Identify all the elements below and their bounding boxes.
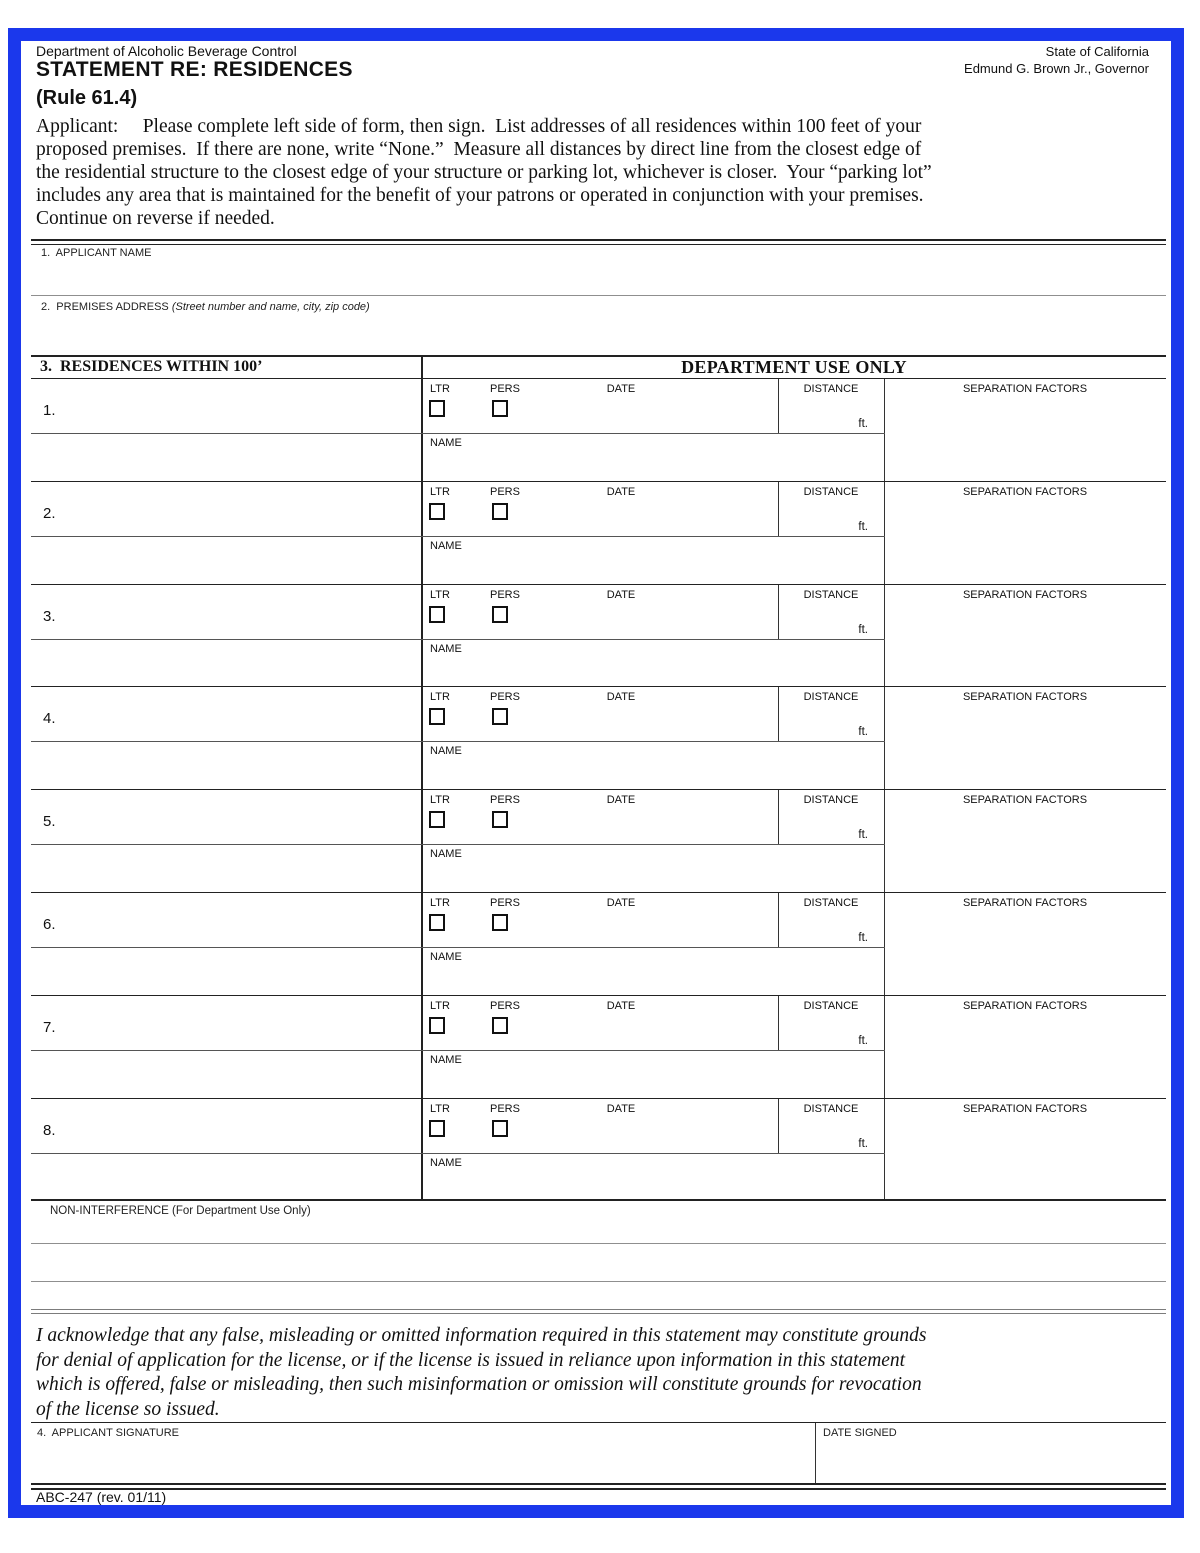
name-row-label: NAME [430,642,462,655]
name-row-line [31,536,885,537]
ltr-column-label: LTR [430,588,450,601]
feet-unit-label: ft. [858,520,868,533]
non-interference-writing-line[interactable] [31,1243,1166,1244]
main-column-divider [421,482,423,584]
name-row-label: NAME [430,950,462,963]
separation-factors-column-label: SEPARATION FACTORS [962,999,1088,1012]
non-interference-writing-line[interactable] [31,1281,1166,1282]
signature-end-rule [31,1483,1166,1490]
date-column-label: DATE [606,691,636,704]
separation-factors-field[interactable] [886,1113,1164,1199]
name-field[interactable] [461,1155,881,1199]
ltr-checkbox[interactable] [429,914,445,931]
separation-factors-field[interactable] [886,393,1164,479]
date-column-label: DATE [606,588,636,601]
instruction-line: includes any area that is maintained for the benefit of your patrons or operated in conjunction with your premises. [36,185,924,206]
main-column-divider [421,790,423,892]
distance-field[interactable] [779,701,869,739]
distance-field[interactable] [779,393,869,431]
row-number: 7. [43,1018,56,1036]
residence-row [31,790,1166,893]
row-number: 8. [43,1121,56,1139]
distance-column-label: DISTANCE [803,383,859,395]
date-column-label: DATE [606,1102,636,1115]
residence-address-field[interactable] [31,790,421,892]
pers-checkbox[interactable] [492,708,508,725]
ltr-column-label: LTR [430,485,450,498]
date-column-label: DATE [606,383,636,395]
name-row-line [31,639,885,640]
date-field[interactable] [571,496,776,536]
applicant-instructions [36,115,932,230]
distance-separation-divider [884,790,885,892]
row-number: 6. [43,915,56,933]
ltr-checkbox[interactable] [429,811,445,828]
department-name: Department of Alcoholic Beverage Control [36,43,297,59]
main-column-divider [421,379,423,481]
distance-column-label: DISTANCE [803,588,859,601]
residences-table-header [31,357,1166,379]
residence-address-field[interactable] [31,893,421,995]
residence-row [31,1099,1166,1202]
ltr-column-label: LTR [430,794,450,807]
governor-name: Edmund G. Brown Jr., Governor [964,61,1149,76]
row-number: 5. [43,813,56,831]
pers-column-label: PERS [490,588,520,601]
date-field[interactable] [571,393,776,433]
residence-row [31,996,1166,1099]
residence-address-field[interactable] [31,379,421,481]
ltr-column-label: LTR [430,999,450,1012]
applicant-name-label: 1. APPLICANT NAME [41,247,152,259]
date-field[interactable] [571,1010,776,1050]
ltr-column-label: LTR [430,896,450,909]
residence-address-field[interactable] [31,1099,421,1200]
name-row-label: NAME [430,1053,462,1066]
ltr-column-label: LTR [430,1102,450,1115]
feet-unit-label: ft. [858,623,868,636]
date-signed-label: DATE SIGNED [823,1427,897,1439]
residence-address-field[interactable] [31,687,421,789]
name-row-line [31,1050,885,1051]
separation-factors-field[interactable] [886,496,1164,582]
applicant-signature-label: 4. APPLICANT SIGNATURE [37,1427,180,1439]
feet-unit-label: ft. [858,931,868,944]
main-column-divider [421,996,423,1098]
distance-field[interactable] [779,496,869,534]
date-field[interactable] [571,1113,776,1153]
date-field[interactable] [571,804,776,844]
distance-column-label: DISTANCE [803,1102,859,1115]
residence-row [31,379,1166,482]
non-interference-end-rule [31,1309,1166,1314]
name-field[interactable] [461,641,881,685]
distance-column-label: DISTANCE [803,691,859,704]
name-row-label: NAME [430,539,462,552]
name-row-label: NAME [430,437,462,449]
date-field[interactable] [571,599,776,639]
main-column-divider [421,687,423,789]
separation-factors-field[interactable] [886,1010,1164,1096]
distance-separation-divider [884,1099,885,1200]
pers-checkbox[interactable] [492,606,508,623]
acknowledgment-statement [36,1324,926,1422]
residence-row [31,585,1166,688]
distance-column-label: DISTANCE [803,999,859,1012]
applicant-name-field[interactable] [31,261,1166,294]
name-field[interactable] [461,538,881,582]
row-number: 4. [43,710,56,728]
name-field[interactable] [461,1052,881,1096]
premises-address-field[interactable] [31,315,1166,353]
separation-factors-field[interactable] [886,599,1164,685]
pers-checkbox[interactable] [492,400,508,417]
pers-column-label: PERS [490,999,520,1012]
pers-checkbox[interactable] [492,1120,508,1137]
name-row-line [31,433,885,434]
feet-unit-label: ft. [858,1034,868,1047]
feet-unit-label: ft. [858,1137,868,1150]
ltr-checkbox[interactable] [429,1017,445,1034]
separation-factors-column-label: SEPARATION FACTORS [962,383,1088,395]
separation-factors-field[interactable] [886,907,1164,993]
distance-column-label: DISTANCE [803,896,859,909]
feet-unit-label: ft. [858,726,868,739]
header-column-divider [421,357,423,378]
distance-field[interactable] [779,1010,869,1048]
pers-column-label: PERS [490,794,520,807]
residences-header-label: 3. RESIDENCES WITHIN 100’ [40,358,263,375]
state-name: State of California [1045,44,1149,59]
name-field[interactable] [461,743,881,787]
date-field[interactable] [571,701,776,741]
name-field[interactable] [461,949,881,993]
residence-address-field[interactable] [31,482,421,584]
feet-unit-label: ft. [858,829,868,842]
ltr-checkbox[interactable] [429,1120,445,1137]
residence-rows [31,379,1166,1201]
main-column-divider [421,585,423,687]
pers-checkbox[interactable] [492,1017,508,1034]
name-row-label: NAME [430,745,462,758]
date-signed-field[interactable] [816,1439,1166,1483]
state-header [964,43,1149,77]
ltr-column-label: LTR [430,383,450,395]
separation-factors-column-label: SEPARATION FACTORS [962,1102,1088,1115]
separation-factors-field[interactable] [886,701,1164,787]
page-border [8,28,1184,1518]
distance-separation-divider [884,996,885,1098]
pers-column-label: PERS [490,383,520,395]
distance-separation-divider [884,585,885,687]
name-row-label: NAME [430,1156,462,1169]
acknowledgment-line: of the license so issued. [36,1398,220,1420]
instruction-line: the residential structure to the closest edge of your structure or parking lot, whichever is closer. Your “parking lot” [36,162,932,183]
ltr-checkbox[interactable] [429,606,445,623]
distance-separation-divider [884,379,885,481]
row-number: 3. [43,607,56,625]
distance-field[interactable] [779,907,869,945]
name-row-label: NAME [430,848,462,861]
residence-row [31,687,1166,790]
instruction-line: Applicant: Please complete left side of form, then sign. List addresses of all residences within 100 feet of your [36,116,922,137]
name-row-line [31,1153,885,1154]
distance-column-label: DISTANCE [803,794,859,807]
separation-factors-column-label: SEPARATION FACTORS [962,485,1088,498]
name-row-line [31,947,885,948]
department-use-only-label: DEPARTMENT USE ONLY [681,357,907,377]
name-row-line [31,741,885,742]
ltr-checkbox[interactable] [429,708,445,725]
section-divider-rule [31,239,1166,245]
residence-row [31,482,1166,585]
residences-table [31,355,1166,1201]
date-column-label: DATE [606,999,636,1012]
separation-factors-field[interactable] [886,804,1164,890]
instruction-line: Continue on reverse if needed. [36,208,275,229]
form-number: ABC-247 (rev. 01/11) [36,1489,167,1505]
distance-field[interactable] [779,804,869,842]
name-field[interactable] [461,435,881,479]
pers-checkbox[interactable] [492,503,508,520]
pers-checkbox[interactable] [492,811,508,828]
date-column-label: DATE [606,794,636,807]
acknowledgment-line: which is offered, false or misleading, then such misinformation or omission will constitute grounds for revocation [36,1374,922,1395]
distance-separation-divider [884,687,885,789]
acknowledgment-line: for denial of application for the license, or if the license is issued in reliance upon information in this statement [36,1349,906,1371]
premises-address-label-text: 2. PREMISES ADDRESS [41,301,172,313]
ltr-checkbox[interactable] [429,400,445,417]
residence-row [31,893,1166,996]
ltr-checkbox[interactable] [429,503,445,520]
row-number: 2. [43,504,56,522]
form-content [21,41,1171,1505]
separation-factors-column-label: SEPARATION FACTORS [962,896,1088,909]
feet-unit-label: ft. [858,418,868,430]
form-rule-number: (Rule 61.4) [36,87,138,109]
ltr-column-label: LTR [430,691,450,704]
distance-separation-divider [884,482,885,584]
residence-address-field[interactable] [31,585,421,687]
distance-field[interactable] [779,599,869,637]
pers-column-label: PERS [490,691,520,704]
date-column-label: DATE [606,896,636,909]
pers-column-label: PERS [490,485,520,498]
distance-separation-divider [884,893,885,995]
date-field[interactable] [571,907,776,947]
separation-factors-column-label: SEPARATION FACTORS [962,691,1088,704]
pers-checkbox[interactable] [492,914,508,931]
acknowledgment-line: I acknowledge that any false, misleading or omitted information required in this statement may constitute grounds [36,1325,927,1346]
field-divider-line [31,295,1166,296]
premises-address-label [41,301,370,313]
instruction-line: proposed premises. If there are none, write “None.” Measure all distances by direct line from the closest edge of [36,139,922,160]
row-number: 1. [43,402,56,419]
premises-address-hint: (Street number and name, city, zip code) [171,301,370,313]
form-title: STATEMENT RE: RESIDENCES [36,58,353,81]
signature-section [31,1422,1166,1483]
pers-column-label: PERS [490,896,520,909]
date-column-label: DATE [606,485,636,498]
residence-address-field[interactable] [31,996,421,1098]
separation-factors-column-label: SEPARATION FACTORS [962,794,1088,807]
name-field[interactable] [461,846,881,890]
pers-column-label: PERS [490,1102,520,1115]
separation-factors-column-label: SEPARATION FACTORS [962,588,1088,601]
main-column-divider [421,1099,423,1200]
distance-field[interactable] [779,1113,869,1151]
main-column-divider [421,893,423,995]
non-interference-label: NON-INTERFERENCE (For Department Use Only) [50,1205,311,1217]
name-row-line [31,844,885,845]
applicant-signature-field[interactable] [31,1439,814,1483]
distance-column-label: DISTANCE [803,485,859,498]
